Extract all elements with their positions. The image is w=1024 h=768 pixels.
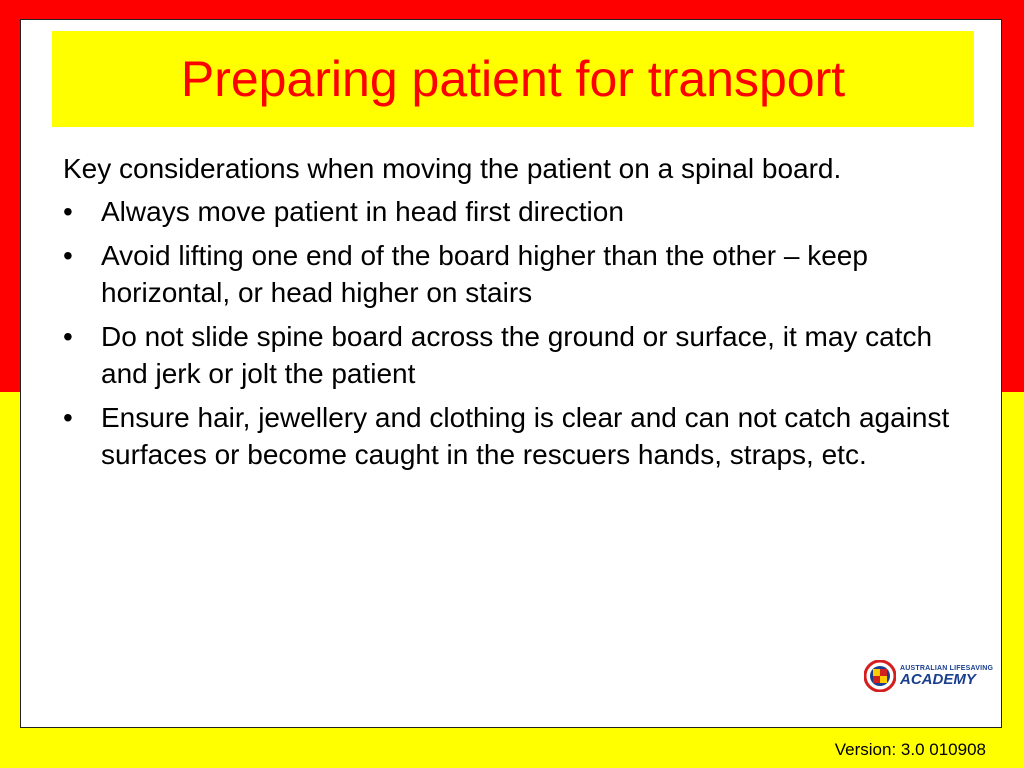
bullet-item — [63, 399, 973, 473]
slide-content — [63, 150, 973, 480]
bullet-text: Avoid lifting one end of the board higher than the other – keep horizontal, or head higher on stairs — [101, 240, 868, 308]
bullet-item — [63, 193, 973, 230]
bullet-text: Ensure hair, jewellery and clothing is clear and can not catch against surfaces or become caught in the rescuers hands, straps, etc. — [101, 402, 950, 470]
academy-logo — [864, 660, 993, 692]
logo-text — [900, 665, 993, 687]
lifesaving-seal-icon — [864, 660, 896, 692]
logo-small-text: AUSTRALIAN LIFESAVING — [900, 665, 994, 672]
logo-big-text: ACADEMY — [900, 671, 976, 688]
bullet-text: Do not slide spine board across the ground or surface, it may catch and jerk or jolt the patient — [101, 321, 933, 389]
title-bar — [52, 31, 974, 127]
bullet-marker: • — [63, 321, 73, 352]
bullet-list — [63, 193, 973, 473]
bullet-marker: • — [63, 196, 73, 227]
bullet-marker: • — [63, 402, 73, 433]
bullet-marker: • — [63, 240, 73, 271]
slide-panel — [20, 19, 1002, 728]
slide-title: Preparing patient for transport — [180, 51, 846, 107]
bullet-item — [63, 318, 973, 392]
version-label: Version: 3.0 010908 — [834, 740, 986, 759]
bullet-item — [63, 237, 973, 311]
intro-text: Key considerations when moving the patient on a spinal board. — [63, 153, 842, 184]
bullet-text: Always move patient in head first direction — [101, 196, 624, 227]
